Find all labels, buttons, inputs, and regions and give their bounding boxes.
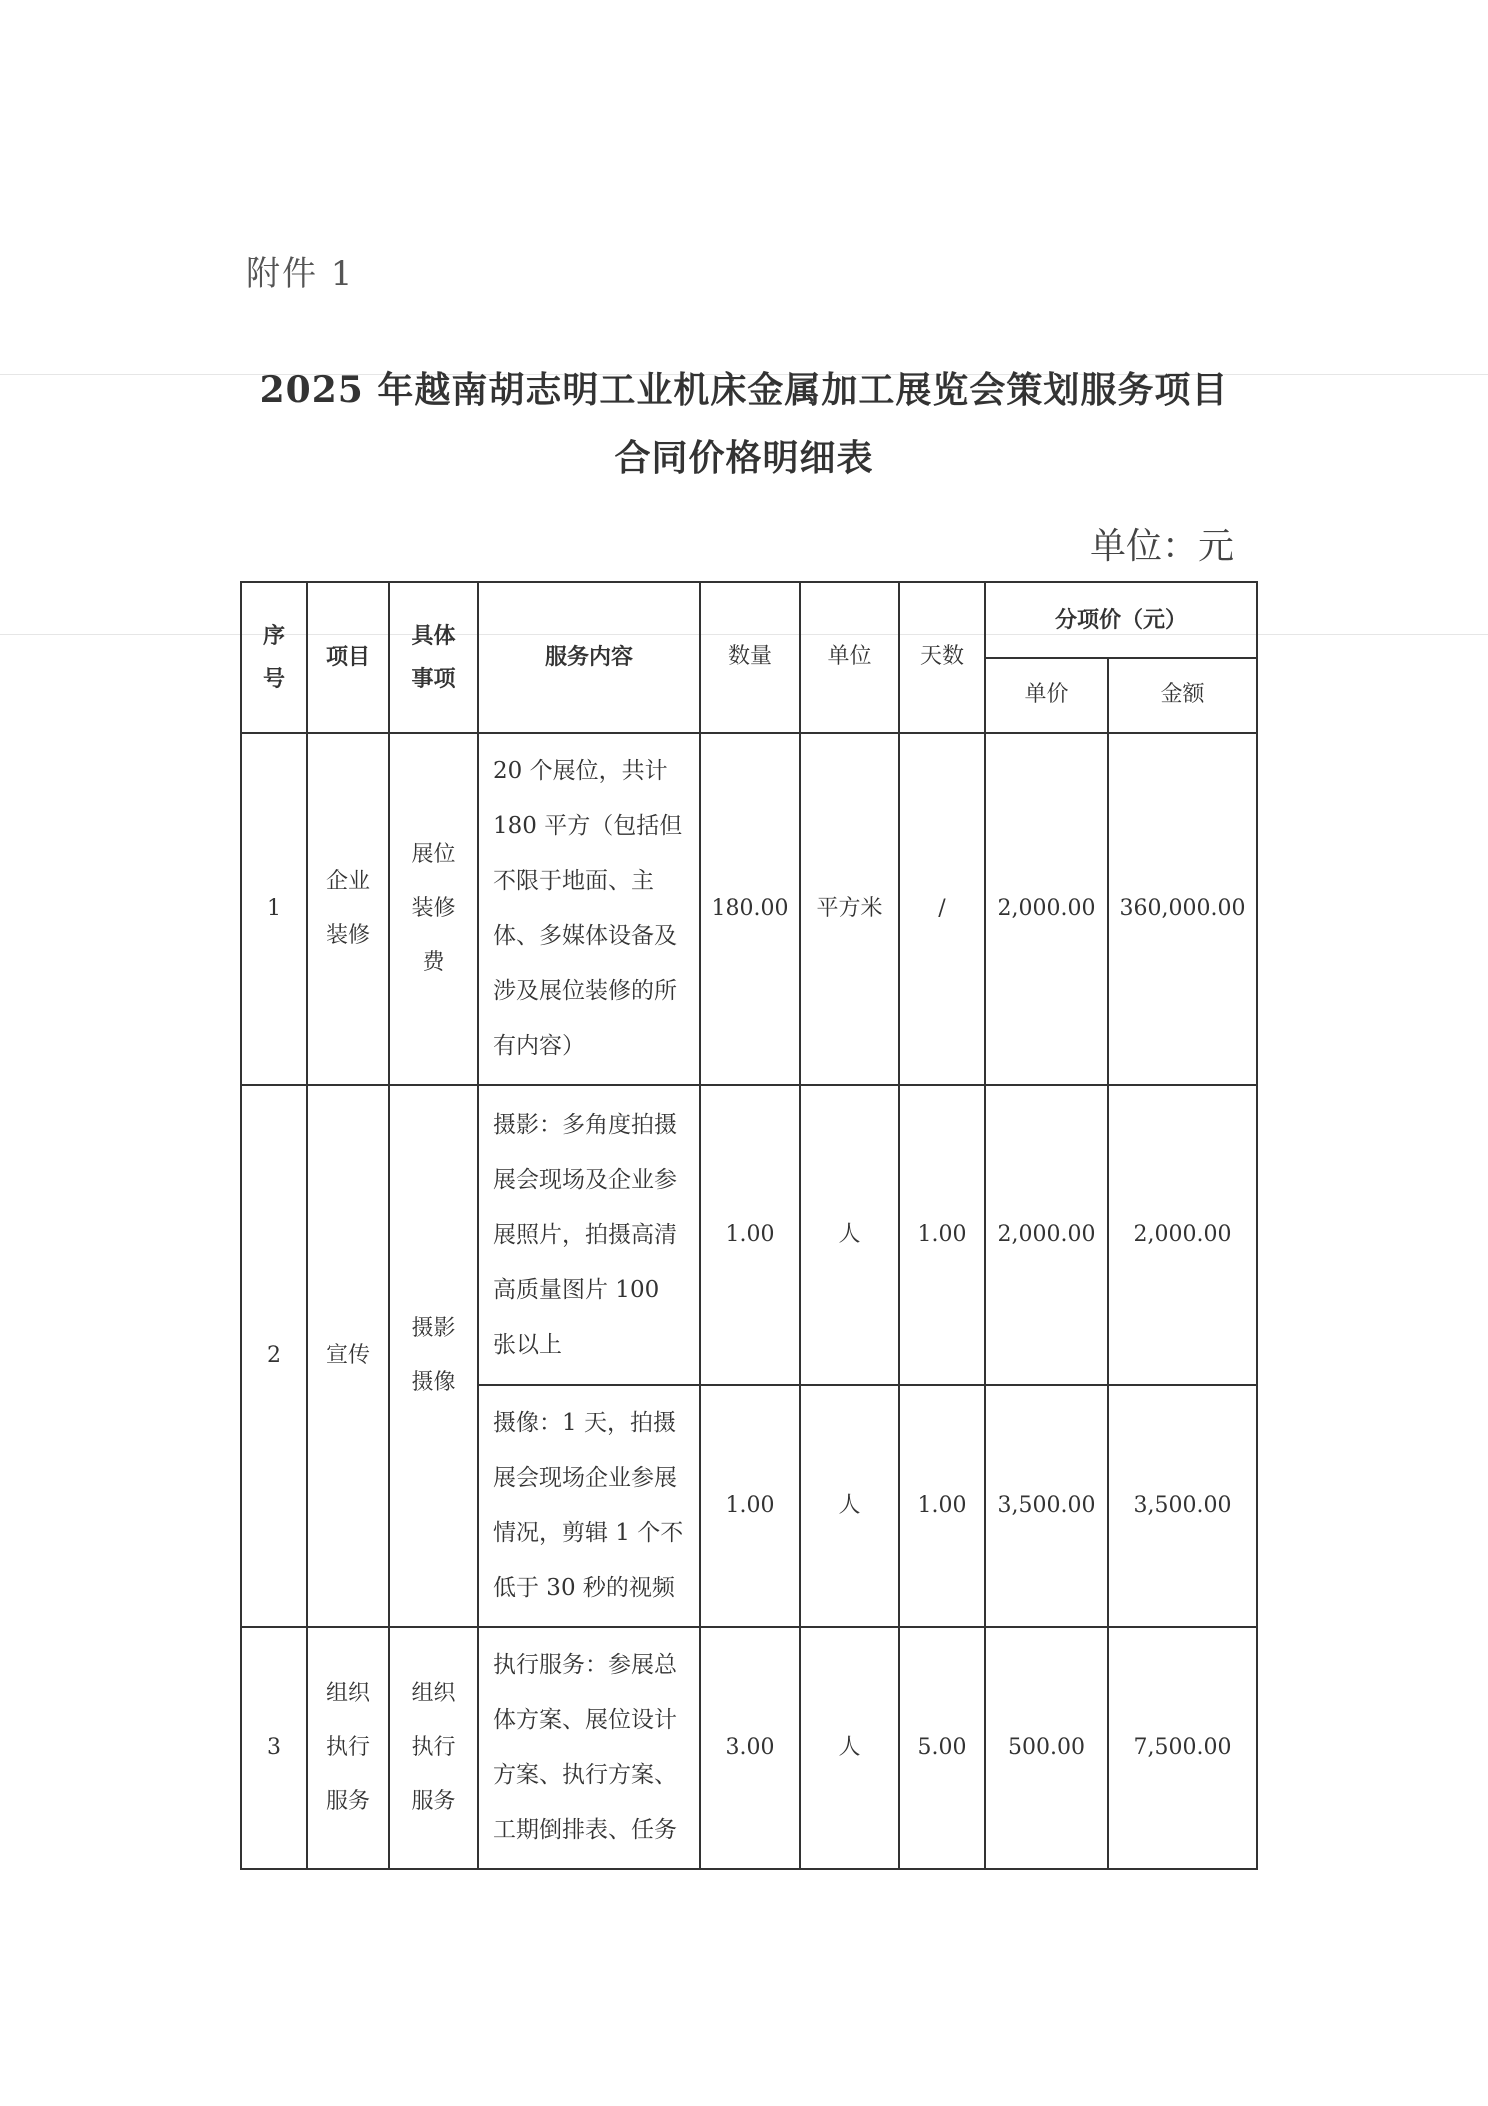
cell-amount: 2,000.00 [1108,1085,1257,1385]
document-subtitle: 合同价格明细表 [614,437,874,479]
header-unit: 单位 [800,582,899,733]
cell-item: 宣传 [307,1085,389,1627]
cell-unit: 人 [800,1385,899,1627]
cell-seq: 2 [241,1085,307,1627]
header-matter: 具体 事项 [389,582,478,733]
cell-seq: 3 [241,1627,307,1869]
cell-days: 5.00 [899,1627,985,1869]
cell-item: 组织 执行 服务 [307,1627,389,1869]
cell-amount: 7,500.00 [1108,1627,1257,1869]
cell-seq: 1 [241,733,307,1085]
cell-unit-price: 2,000.00 [985,1085,1108,1385]
cell-days: / [899,733,985,1085]
cell-unit-price: 2,000.00 [985,733,1108,1085]
cell-content: 20 个展位，共计 180 平方（包括但不限于地面、主体、多媒体设备及涉及展位装修的所有内容） [478,733,700,1085]
attachment-label: 附件 1 [246,254,355,294]
header-days: 天数 [899,582,985,733]
cell-unit: 平方米 [800,733,899,1085]
table-row [241,1627,1257,1869]
cell-item: 企业 装修 [307,733,389,1085]
header-qty: 数量 [700,582,800,733]
header-seq: 序 号 [241,582,307,733]
header-item: 项目 [307,582,389,733]
cell-content: 摄像：1 天，拍摄展会现场企业参展情况，剪辑 1 个不低于 30 秒的视频 [478,1385,700,1627]
cell-unit: 人 [800,1085,899,1385]
cell-qty: 3.00 [700,1627,800,1869]
cell-matter: 组织 执行 服务 [389,1627,478,1869]
cell-unit-price: 3,500.00 [985,1385,1108,1627]
document-title: 2025 年越南胡志明工业机床金属加工展览会策划服务项目 [259,369,1229,411]
cell-qty: 1.00 [700,1085,800,1385]
header-amount: 金额 [1108,658,1257,733]
cell-qty: 1.00 [700,1385,800,1627]
cell-content: 执行服务：参展总体方案、展位设计方案、执行方案、工期倒排表、任务 [478,1627,700,1869]
header-content: 服务内容 [478,582,700,733]
cell-unit: 人 [800,1627,899,1869]
cell-unit-price: 500.00 [985,1627,1108,1869]
cell-days: 1.00 [899,1085,985,1385]
price-detail-table [240,581,1258,1870]
unit-note: 单位：元 [1090,526,1235,567]
header-unit-price: 单价 [985,658,1108,733]
header-row [241,582,1257,658]
cell-days: 1.00 [899,1385,985,1627]
table-row [241,733,1257,1085]
cell-matter: 展位 装修 费 [389,733,478,1085]
cell-qty: 180.00 [700,733,800,1085]
cell-amount: 3,500.00 [1108,1385,1257,1627]
cell-content: 摄影：多角度拍摄展会现场及企业参展照片，拍摄高清高质量图片 100 张以上 [478,1085,700,1385]
table-row [241,1085,1257,1385]
cell-amount: 360,000.00 [1108,733,1257,1085]
cell-matter: 摄影 摄像 [389,1085,478,1627]
header-price-group: 分项价（元） [985,582,1257,658]
